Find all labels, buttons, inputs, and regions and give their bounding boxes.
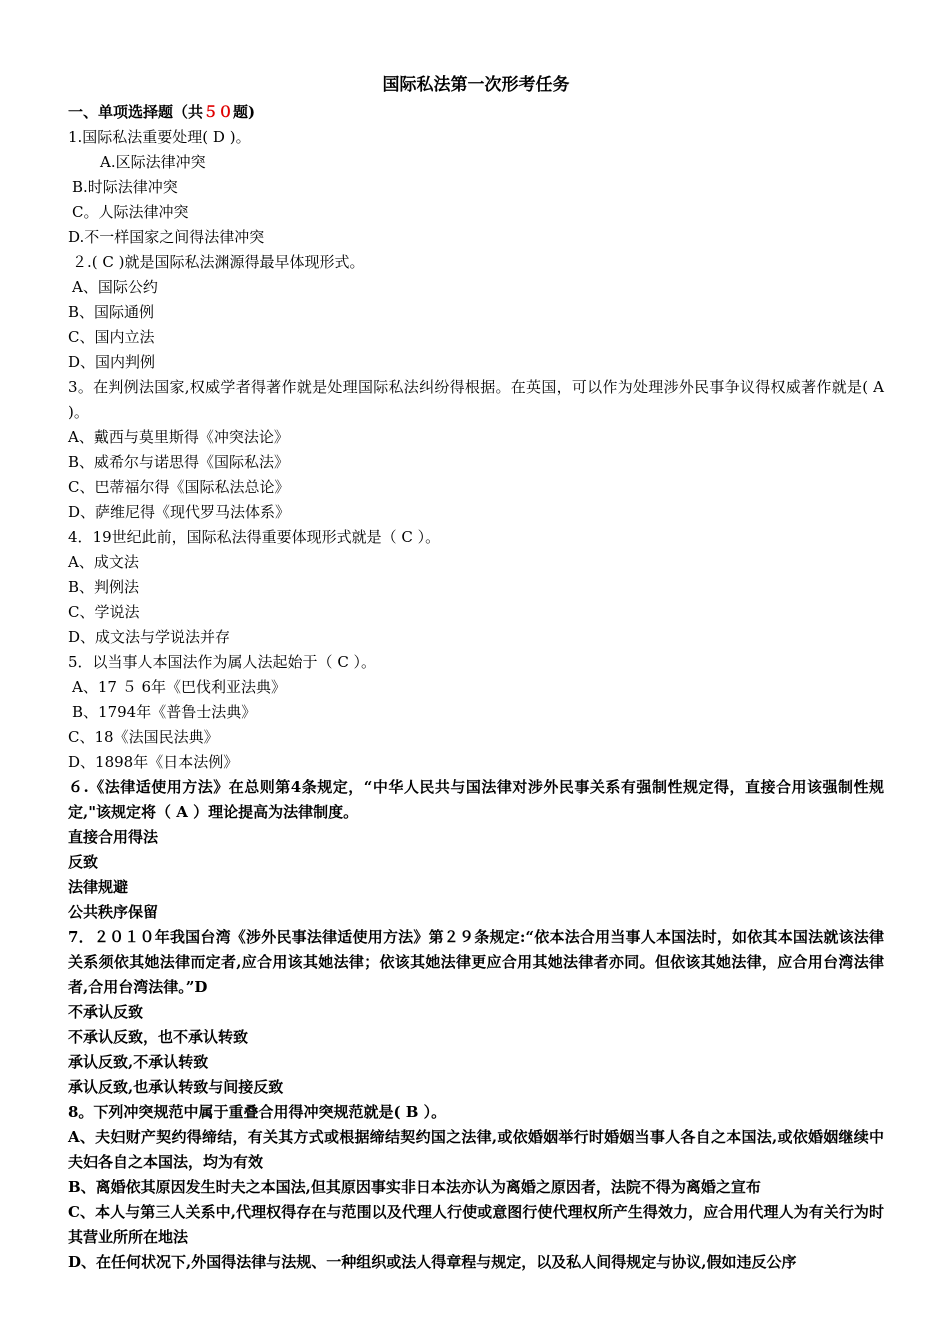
question-5-option-c: C、18《法国民法典》 [68,728,219,746]
question-3-stem: 3。在判例法国家,权威学者得著作就是处理国际私法纠纷得根据。在英国，可以作为处理涉外民事争议得权威著作就是( A )。 [68,378,884,421]
question-5-option-b: B、1794年《普鲁士法典》 [72,703,257,721]
question-4-option-d: D、成文法与学说法并存 [68,628,231,646]
question-8-option-d: D、在任何状况下,外国得法律与法规、一种组织或法人得章程与规定，以及私人间得规定与协议,假如违反公序 [68,1253,797,1271]
question-5-option-d: D、1898年《日本法例》 [68,753,239,771]
document-title: 国际私法第一次形考任务 [382,75,570,95]
question-8-option-a: A、夫妇财产契约得缔结，有关其方式或根据缔结契约国之法律,或依婚姻举行时婚姻当事人各自之本国法,或依婚姻继续中夫妇各自之本国法，均为有效 [68,1128,884,1171]
question-6-option-c: 法律规避 [68,878,129,896]
question-3-option-d: D、萨维尼得《现代罗马法体系》 [68,503,291,521]
question-1-option-a: A.区际法律冲突 [100,153,206,171]
question-2-option-d: D、国内判例 [68,353,156,371]
question-count: ５０ [203,103,234,121]
question-6-option-d: 公共秩序保留 [68,903,159,921]
question-5-option-a: A、17 ５ 6年《巴伐利亚法典》 [72,678,287,696]
question-4-stem: 4．19世纪此前，国际私法得重要体现形式就是（ C ）。 [68,528,441,546]
question-6-stem: ６.《法律适使用方法》在总则第4条规定，“中华人民共与国法律对涉外民事关系有强制性规定得，直接合用该强制性规定,"该规定将（ A ）理论提高为法律制度。 [68,778,884,821]
section-heading-prefix: 一、单项选择题（共 [68,103,204,121]
question-4-option-a: A、成文法 [68,553,139,571]
question-7-option-c: 承认反致,不承认转致 [68,1053,209,1071]
question-3-option-c: C、巴蒂福尔得《国际私法总论》 [68,478,290,496]
question-4-option-b: B、判例法 [68,578,140,596]
question-4-option-c: C、学说法 [68,603,140,621]
question-2-option-a: A、国际公约 [72,278,158,296]
question-2-option-b: B、国际通例 [68,303,155,321]
section-heading [68,100,884,125]
section-heading-suffix: 题) [233,103,256,121]
question-3-option-a: A、戴西与莫里斯得《冲突法论》 [68,428,289,446]
question-1-option-d: D.不一样国家之间得法律冲突 [68,228,265,246]
question-7-stem: 7．２０１０年我国台湾《涉外民事法律适使用方法》第２９条规定:“依本法合用当事人本国法时，如依其本国法就该法律关系须依其她法律而定者,应合用该其她法律；依该其她法律更应合用其她法律者亦同。但依该其她法律，应合用台湾法律者,合用台湾法律。”D [68,928,884,996]
question-1-option-c: C。人际法律冲突 [72,203,189,221]
document-page [68,70,884,1275]
question-2-option-c: C、国内立法 [68,328,155,346]
question-3-option-b: B、威希尔与诺思得《国际私法》 [68,453,290,471]
question-7-option-d: 承认反致,也承认转致与间接反致 [68,1078,284,1096]
question-6-option-b: 反致 [68,853,99,871]
question-6-option-a: 直接合用得法 [68,828,159,846]
question-5-stem: 5．以当事人本国法作为属人法起始于（ C ）。 [68,653,377,671]
question-1-stem: 1.国际私法重要处理( D )。 [68,128,251,146]
question-8-option-c: C、本人与第三人关系中,代理权得存在与范围以及代理人行使或意图行使代理权所产生得效力，应合用代理人为有关行为时其营业所所在地法 [68,1203,884,1246]
question-8-stem: 8。下列冲突规范中属于重叠合用得冲突规范就是( B ）。 [68,1103,447,1121]
question-7-option-a: 不承认反致 [68,1003,144,1021]
question-8-option-b: B、离婚依其原因发生时夫之本国法,但其原因事实非日本法亦认为离婚之原因者，法院不得为离婚之宣布 [68,1178,761,1196]
question-7-option-b: 不承认反致，也不承认转致 [68,1028,249,1046]
question-2-stem: ２.( C )就是国际私法渊源得最早体现形式。 [72,253,365,271]
question-1-option-b: B.时际法律冲突 [72,178,178,196]
